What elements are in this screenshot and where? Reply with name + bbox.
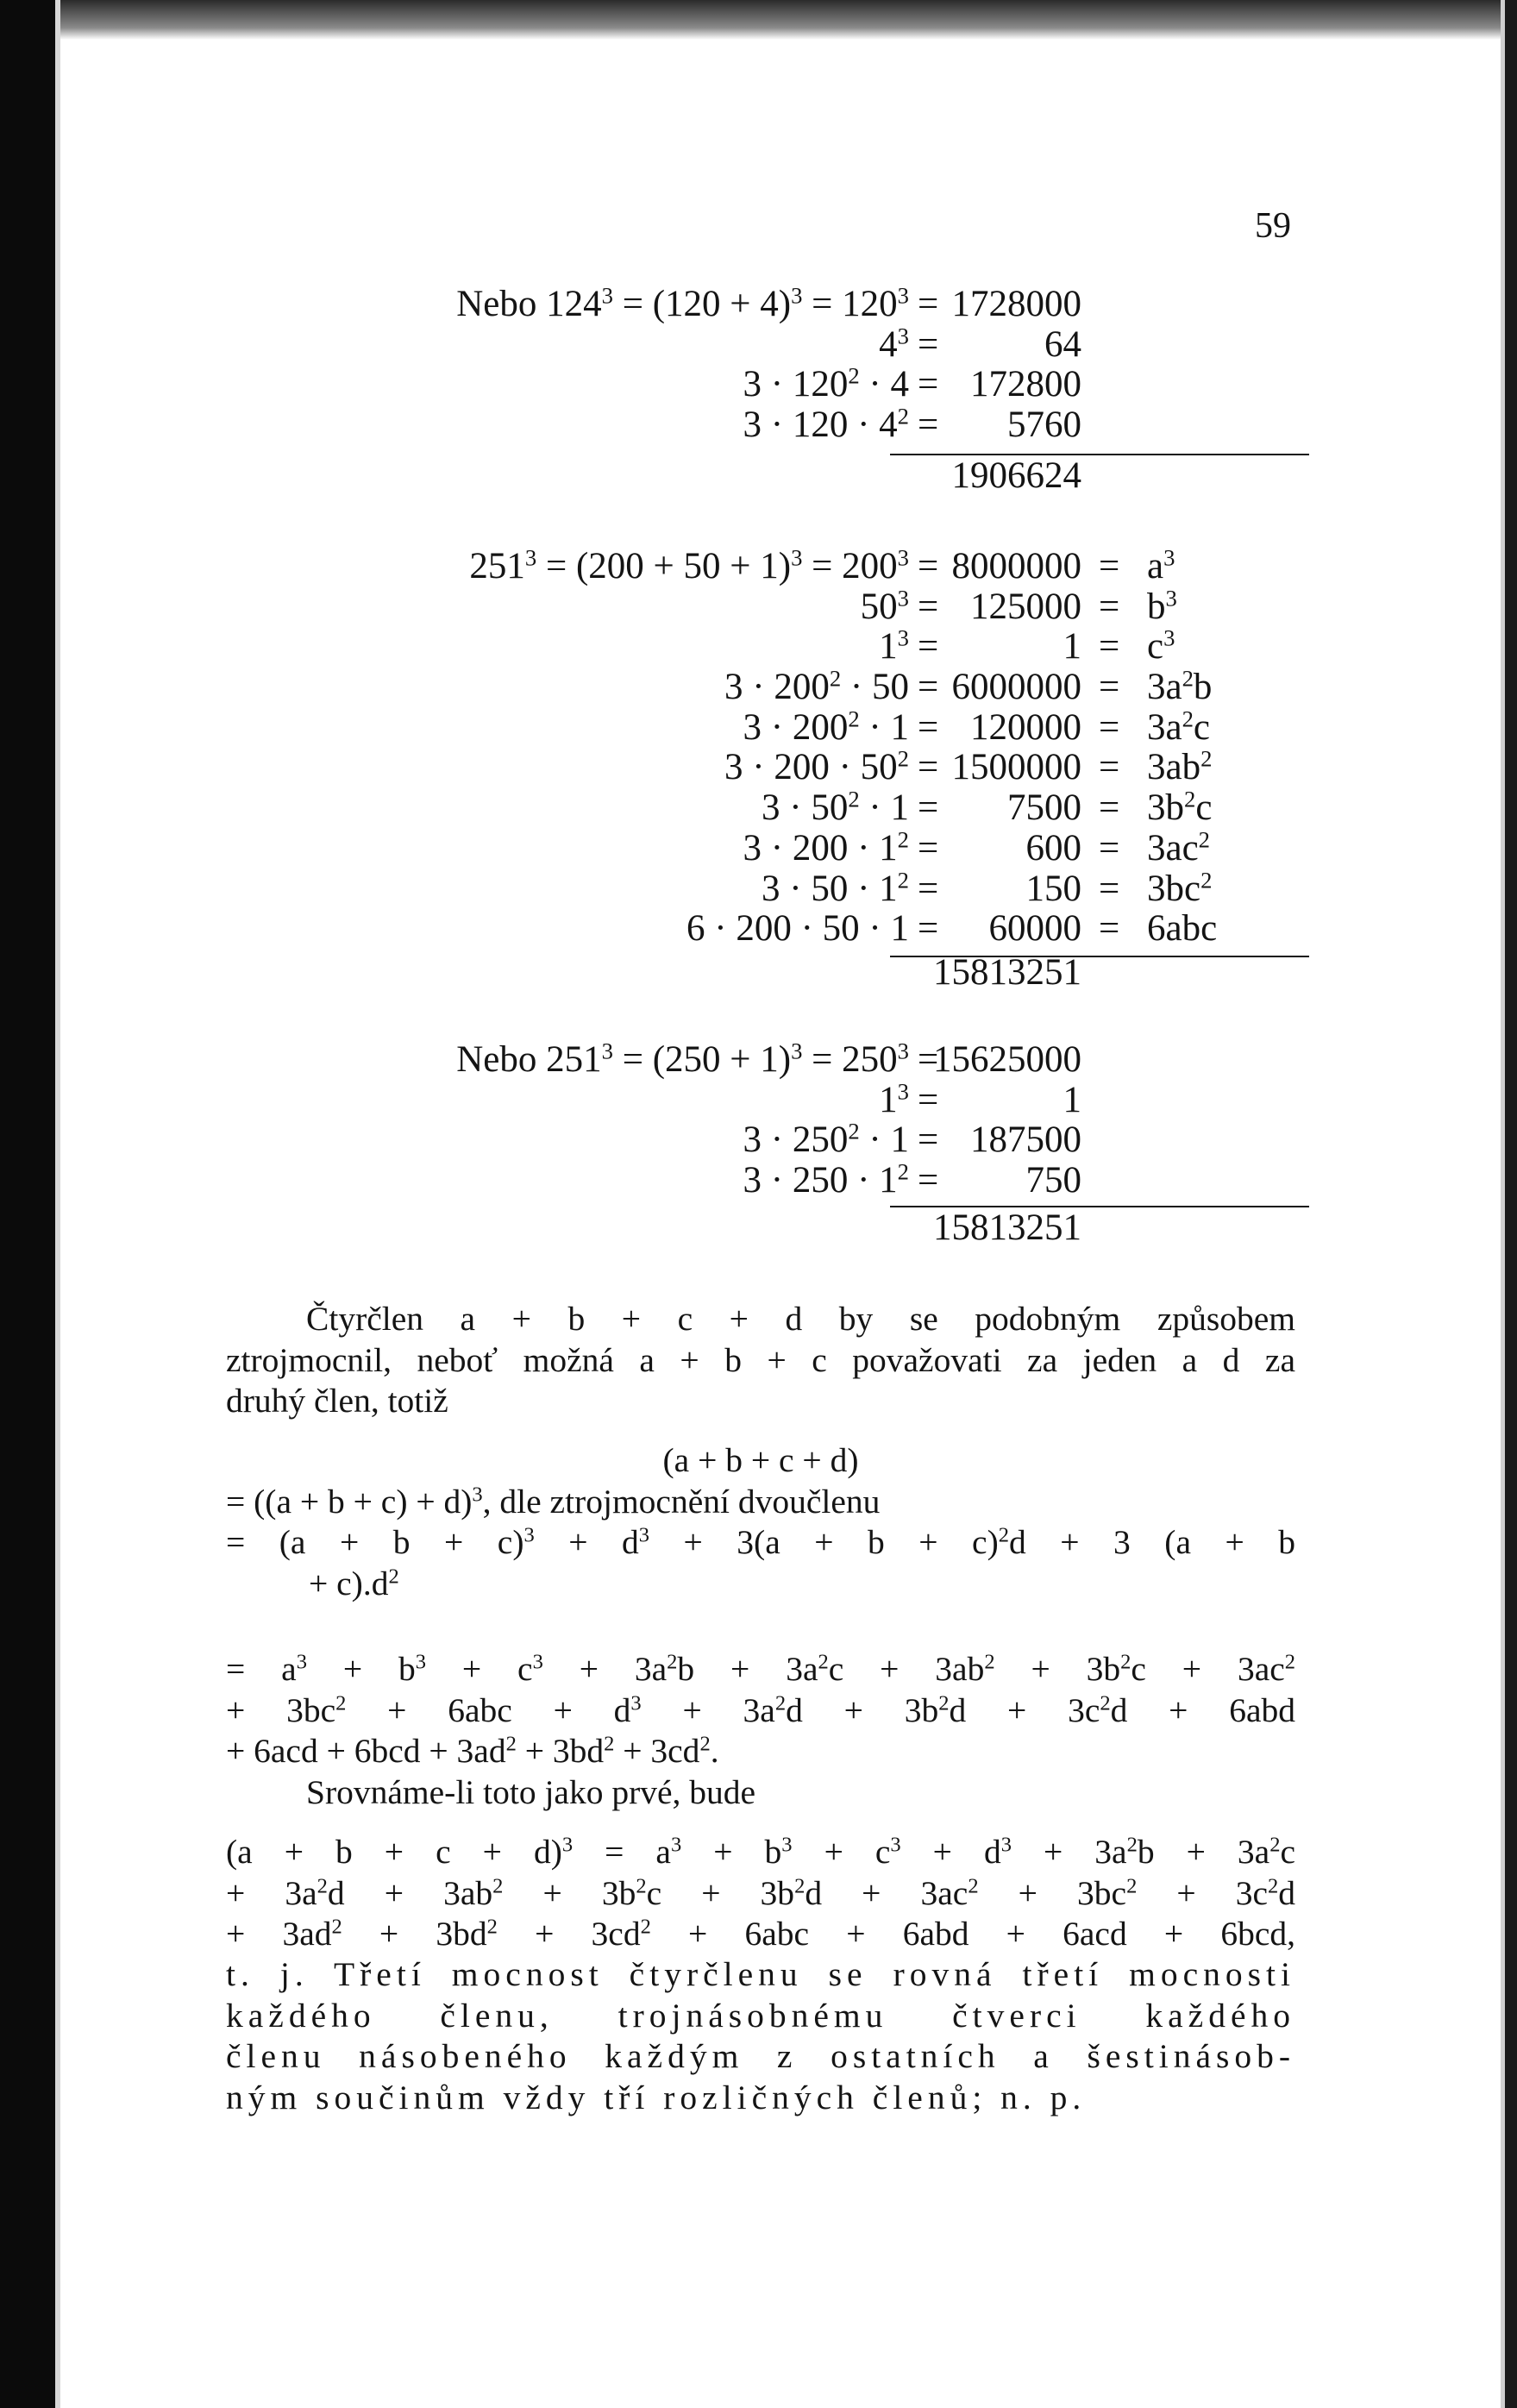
calc-symbol: $3b^2c$ [1147, 786, 1213, 829]
equals-sign: = [1099, 667, 1120, 708]
calc-row [226, 1078, 1261, 1121]
calc-total-row [226, 953, 1261, 994]
calc-symbol: $3a^2b$ [1147, 665, 1213, 708]
calc-value: 125000 [970, 586, 1081, 627]
calc-value: 187500 [970, 1119, 1081, 1161]
calc-value: 600 [1025, 827, 1081, 869]
calc-term: $3 \cdot 50^2 \cdot 1$ [762, 786, 909, 829]
paragraph-quadrinomial [226, 1299, 1295, 1422]
calc-row [226, 909, 1261, 950]
scan-border-left-gap [55, 0, 60, 2408]
page-number: 59 [1255, 206, 1291, 246]
calc-term: $3 \cdot 200 \cdot 50^2$ [724, 745, 909, 788]
calc-total: 15813251 [933, 1207, 1081, 1248]
calc-row [226, 866, 1261, 910]
equals-sign: = [1099, 586, 1120, 627]
calc-row [226, 1120, 1261, 1161]
formula-line: $(a + b + c + d)^3 = a^3 + b^3 + c^3 + d^3 + 3a^2b + 3a^2c$ [226, 1833, 1295, 1871]
formula-expansion-c [226, 1832, 1295, 1955]
calc-symbol: $c^3$ [1147, 624, 1175, 668]
equals-sign: = [918, 546, 939, 586]
calc-term: $251^3 = (200 + 50 + 1)^3 = 200^3$ [469, 544, 909, 586]
text-line: každého členu, trojnásobnému čtverci každého [226, 1996, 1295, 2035]
formula-line: + $3bc^2 + 6abc + d^3 + 3a^2d + 3b^2d + 3c^2d + 6abd$ [226, 1690, 1296, 1729]
calculation-block-1 [226, 282, 1261, 496]
calc-term: $3 \cdot 200^2 \cdot 50$ [724, 665, 909, 708]
equals-sign: = [918, 404, 939, 446]
calc-row [226, 325, 1261, 366]
equals-sign: = [1099, 827, 1120, 869]
calc-row [226, 1158, 1261, 1201]
equals-sign: = [1099, 747, 1120, 788]
text-line: t. j. Třetí mocnost čtyrčlenu se rovná třetí mocnosti [226, 1955, 1295, 1993]
equals-sign: = [918, 1119, 939, 1161]
calc-row [226, 745, 1261, 788]
calc-value: 750 [1025, 1160, 1081, 1201]
equals-sign: = [918, 1079, 939, 1120]
equals-sign: = [918, 667, 939, 708]
equals-sign: = [918, 284, 939, 324]
equals-sign: = [1099, 626, 1120, 668]
calc-total-row [226, 456, 1261, 497]
text-line: členu násobeného každým z ostatních a šestinásob- [226, 2037, 1295, 2075]
scan-border-right-gap [1501, 0, 1505, 2408]
formula-line: (a + b + c + d) [662, 1441, 859, 1479]
equals-sign: = [918, 908, 939, 950]
calc-row [226, 405, 1261, 446]
calc-total: 1906624 [951, 455, 1081, 496]
equals-sign: = [918, 787, 939, 829]
calc-term: $3 \cdot 250 \cdot 1^2$ [743, 1158, 909, 1201]
scan-border-left [0, 0, 55, 2408]
calc-term: $3 \cdot 200^2 \cdot 1$ [743, 705, 909, 748]
equals-sign: = [1099, 908, 1120, 950]
calc-term: $3 \cdot 120 \cdot 4^2$ [743, 403, 909, 446]
calc-row [226, 788, 1261, 829]
equals-sign: = [918, 323, 939, 365]
calc-value: 7500 [1007, 787, 1081, 829]
calculation-block-3 [226, 1040, 1261, 1248]
formula-line: + $3a^2d + 3ab^2 + 3b^2c + 3b^2d + 3ac^2 + 3bc^2 + 3c^2d$ [226, 1873, 1296, 1912]
equals-sign: = [918, 626, 939, 668]
calc-symbol: $3bc^2$ [1147, 866, 1213, 909]
calc-value: 150 [1025, 868, 1081, 909]
calc-row [226, 544, 1261, 587]
calc-row [226, 587, 1261, 628]
equals-sign: = [1099, 546, 1120, 586]
equals-sign: = [918, 868, 939, 909]
formula-line: + $6acd + 6bcd + 3ad^2 + 3bd^2 + 3cd^2$. [226, 1732, 719, 1770]
formula-expansion-a [226, 1440, 1295, 1604]
formula-line: = $(a + b + c)^3 + d^3 + 3(a + b + c)^2d + 3$ (a + b [226, 1523, 1296, 1561]
paragraph-conclusion [226, 1954, 1295, 2118]
formula-line: = $a^3 + b^3 + c^3 + 3a^2b + 3a^2c + 3ab^2 + 3b^2c + 3ac^2$ [226, 1650, 1296, 1688]
equals-sign: = [918, 706, 939, 748]
calc-row [226, 705, 1261, 749]
text-line: druhý člen, totiž [226, 1382, 448, 1420]
calc-symbol: $3ab^2$ [1147, 745, 1213, 788]
text-line: Srovnáme-li toto jako prvé, bude [306, 1772, 756, 1811]
calc-value: 1500000 [951, 747, 1081, 788]
calc-row [226, 1040, 1261, 1081]
text-line: ným součinům vždy tří rozličných členů; n. p. [226, 2078, 1087, 2116]
calc-value: 1 [1063, 626, 1081, 668]
equals-sign: = [918, 1039, 939, 1080]
calc-value: 172800 [970, 364, 1081, 405]
formula-line: + $3ad^2 + 3bd^2 + 3cd^2 + 6abc + 6abd + 6acd + 6bcd$, [226, 1915, 1295, 1953]
scan-border-right [1505, 0, 1517, 2408]
equals-sign: = [1099, 787, 1120, 829]
text-line: Čtyrčlen a + b + c + d by se podobným způsobem [306, 1300, 1295, 1338]
calc-symbol: $3a^2c$ [1147, 705, 1211, 748]
calc-term: $3 \cdot 250^2 \cdot 1$ [743, 1118, 909, 1161]
calc-value: 8000000 [951, 546, 1081, 586]
equals-sign: = [918, 364, 939, 405]
calc-value: 1728000 [951, 284, 1081, 324]
formula-line: = $((a + b + c) + d)^3$, dle ztrojmocnění dvoučlenu [226, 1482, 881, 1521]
calc-symbol: $3ac^2$ [1147, 826, 1210, 869]
calc-term: $1^3$ [879, 624, 909, 668]
calc-row [226, 282, 1261, 325]
calc-term: $4^3$ [879, 323, 909, 365]
calc-term: $1^3$ [879, 1078, 909, 1120]
calc-term: Nebo $124^3 = (120 + 4)^3 = 120^3$ [456, 282, 909, 324]
calc-row [226, 826, 1261, 869]
calc-symbol: $b^3$ [1147, 585, 1177, 627]
calc-total: 15813251 [933, 951, 1081, 993]
equals-sign: = [1099, 706, 1120, 748]
scan-shadow-top [60, 0, 1501, 40]
calc-value: 64 [1044, 323, 1081, 365]
formula-expansion-b [226, 1649, 1295, 1813]
equals-sign: = [918, 747, 939, 788]
equals-sign: = [1099, 868, 1120, 909]
calc-total-row [226, 1208, 1261, 1249]
calc-term: Nebo $251^3 = (250 + 1)^3 = 250^3$ [456, 1038, 909, 1080]
calc-value: 5760 [1007, 404, 1081, 446]
equals-sign: = [918, 1160, 939, 1201]
calc-term: $50^3$ [860, 585, 909, 627]
calc-symbol: 6abc [1147, 908, 1218, 950]
calc-row [226, 624, 1261, 668]
calc-value: 6000000 [951, 667, 1081, 708]
equals-sign: = [918, 827, 939, 869]
calculation-block-2 [226, 544, 1261, 994]
formula-line: + $c).d^2$ [309, 1564, 399, 1602]
text-line: ztrojmocnil, neboť možná a + b + c považovati za jeden a d za [226, 1340, 1295, 1379]
calc-term: $3 \cdot 50 \cdot 1^2$ [762, 866, 909, 909]
equals-sign: = [918, 586, 939, 627]
calc-row [226, 362, 1261, 405]
calc-value: 60000 [988, 908, 1081, 950]
calc-symbol: $a^3$ [1147, 544, 1175, 586]
calc-value: 120000 [970, 706, 1081, 748]
calc-term: 6 · 200 · 50 · 1 [686, 908, 909, 950]
calc-value: 15625000 [933, 1039, 1081, 1080]
calc-term: $3 \cdot 200 \cdot 1^2$ [743, 826, 909, 869]
calc-value: 1 [1063, 1079, 1081, 1120]
calc-row [226, 665, 1261, 708]
calc-term: $3 \cdot 120^2 \cdot 4$ [743, 362, 909, 405]
